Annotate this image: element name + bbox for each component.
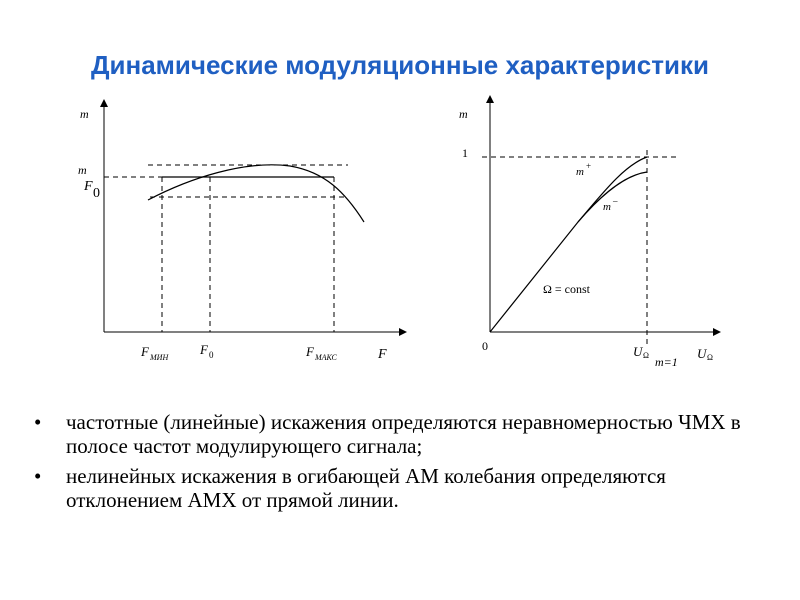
- am-characteristic-chart: [459, 96, 720, 369]
- fm-characteristic-chart: [78, 100, 406, 362]
- bullet-text: частотные (линейные) искажения определяются неравномерностью ЧМХ в полосе частот модулирующего сигнала;: [66, 410, 741, 458]
- fmax-label-sub: МАКС: [315, 353, 337, 362]
- m-plus-sup: +: [586, 161, 592, 171]
- mf0-label-m: m: [78, 163, 87, 177]
- fmin-label-sub: МИН: [150, 353, 169, 362]
- fmin-label: F: [141, 344, 149, 359]
- right-y-label: m: [459, 107, 468, 121]
- mf0-label-f: F: [84, 179, 93, 194]
- omega-const-label: Ω = const: [543, 282, 591, 296]
- m-plus-label: m: [576, 166, 584, 178]
- right-x-label: U: [697, 346, 707, 361]
- left-y-label: m: [80, 107, 89, 121]
- uomega-tick-label: U: [633, 344, 643, 359]
- bullet-item: [28, 464, 748, 512]
- m-plus-curve: [490, 157, 647, 332]
- mf0-label-sub: 0: [93, 186, 100, 201]
- m-minus-sup: –: [613, 196, 618, 206]
- right-x-label-sub: Ω: [707, 353, 713, 362]
- origin-label: 0: [482, 339, 488, 353]
- left-x-label: F: [378, 347, 387, 362]
- bullet-dot-icon: •: [34, 464, 42, 488]
- page-title: Динамические модуляционные характеристики: [91, 50, 709, 80]
- bullet-dot-icon: •: [34, 410, 42, 434]
- m-minus-label: m: [603, 201, 611, 213]
- f0-label-sub: 0: [209, 350, 214, 360]
- one-label: 1: [462, 146, 468, 160]
- bullet-text: нелинейных искажения в огибающей АМ колебания определяются отклонением АМХ от прямой линии.: [66, 464, 666, 512]
- uomega-tick-sub: Ω: [643, 351, 649, 360]
- fm-characteristic-curve: [148, 165, 364, 222]
- fmax-label: F: [306, 344, 314, 359]
- f0-label: F: [200, 342, 208, 357]
- m1-label: m=1: [655, 355, 678, 369]
- bullet-item: [28, 410, 748, 458]
- bullet-list: [28, 410, 748, 518]
